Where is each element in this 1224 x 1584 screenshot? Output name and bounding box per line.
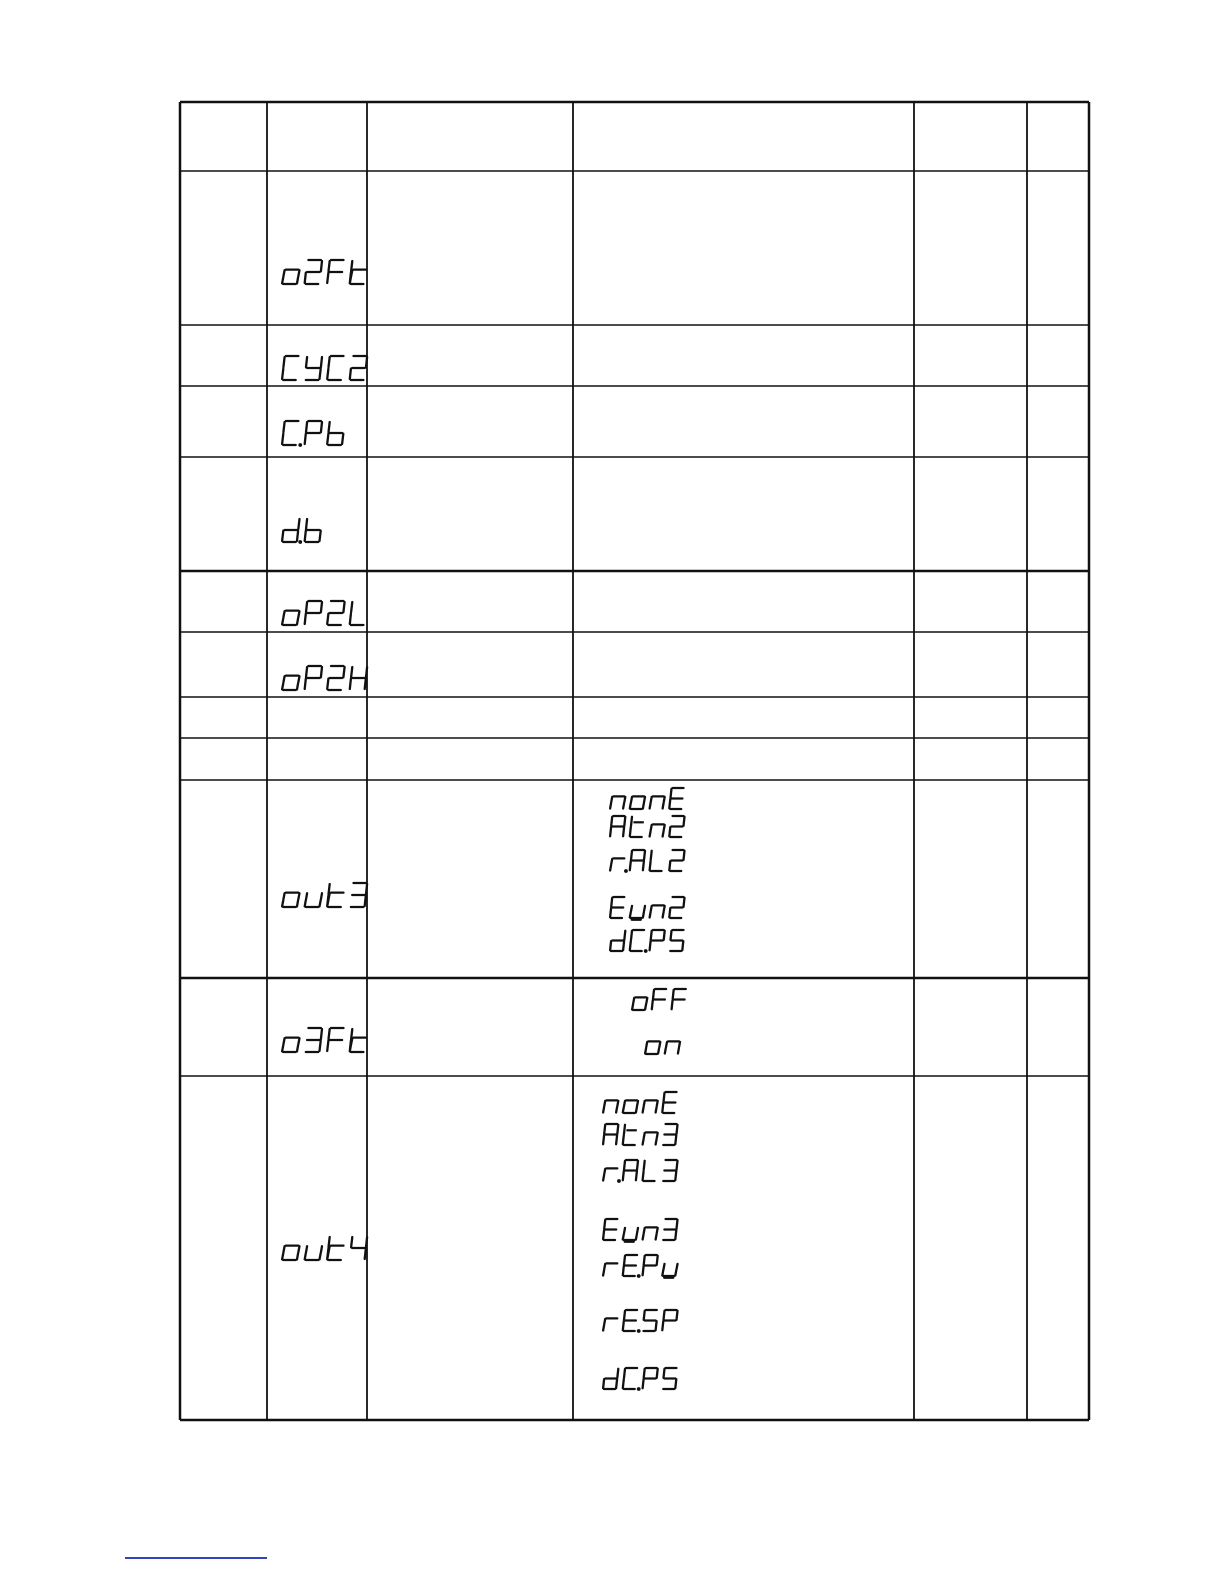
- parameter-code-out4: [282, 1237, 367, 1260]
- parameter-code-db: [282, 519, 321, 544]
- option-on: [645, 1041, 680, 1054]
- footnote-rule: [125, 1557, 267, 1559]
- parameter-code-out3: [282, 883, 367, 907]
- option-ral2: [610, 850, 684, 873]
- parameter-code-cpb: [282, 421, 343, 447]
- parameter-code-op2h: [282, 666, 367, 690]
- option-evn2: [610, 897, 684, 920]
- option-ral3: [603, 1160, 677, 1183]
- option-evn3: [603, 1219, 677, 1242]
- option-none: [610, 788, 683, 809]
- parameter-code-op2l: [282, 601, 363, 625]
- option-aln3: [603, 1124, 677, 1145]
- option-repv: [603, 1255, 677, 1278]
- parameter-code-cyc2: [282, 356, 367, 380]
- option-dcps: [610, 930, 683, 953]
- option-resp: [603, 1310, 677, 1333]
- parameter-code-o2ft: [282, 260, 366, 284]
- option-off: [632, 989, 686, 1010]
- parameter-code-o3ft: [282, 1028, 366, 1052]
- option-dcps: [603, 1368, 676, 1391]
- option-none: [603, 1092, 676, 1113]
- option-aln2: [610, 816, 684, 837]
